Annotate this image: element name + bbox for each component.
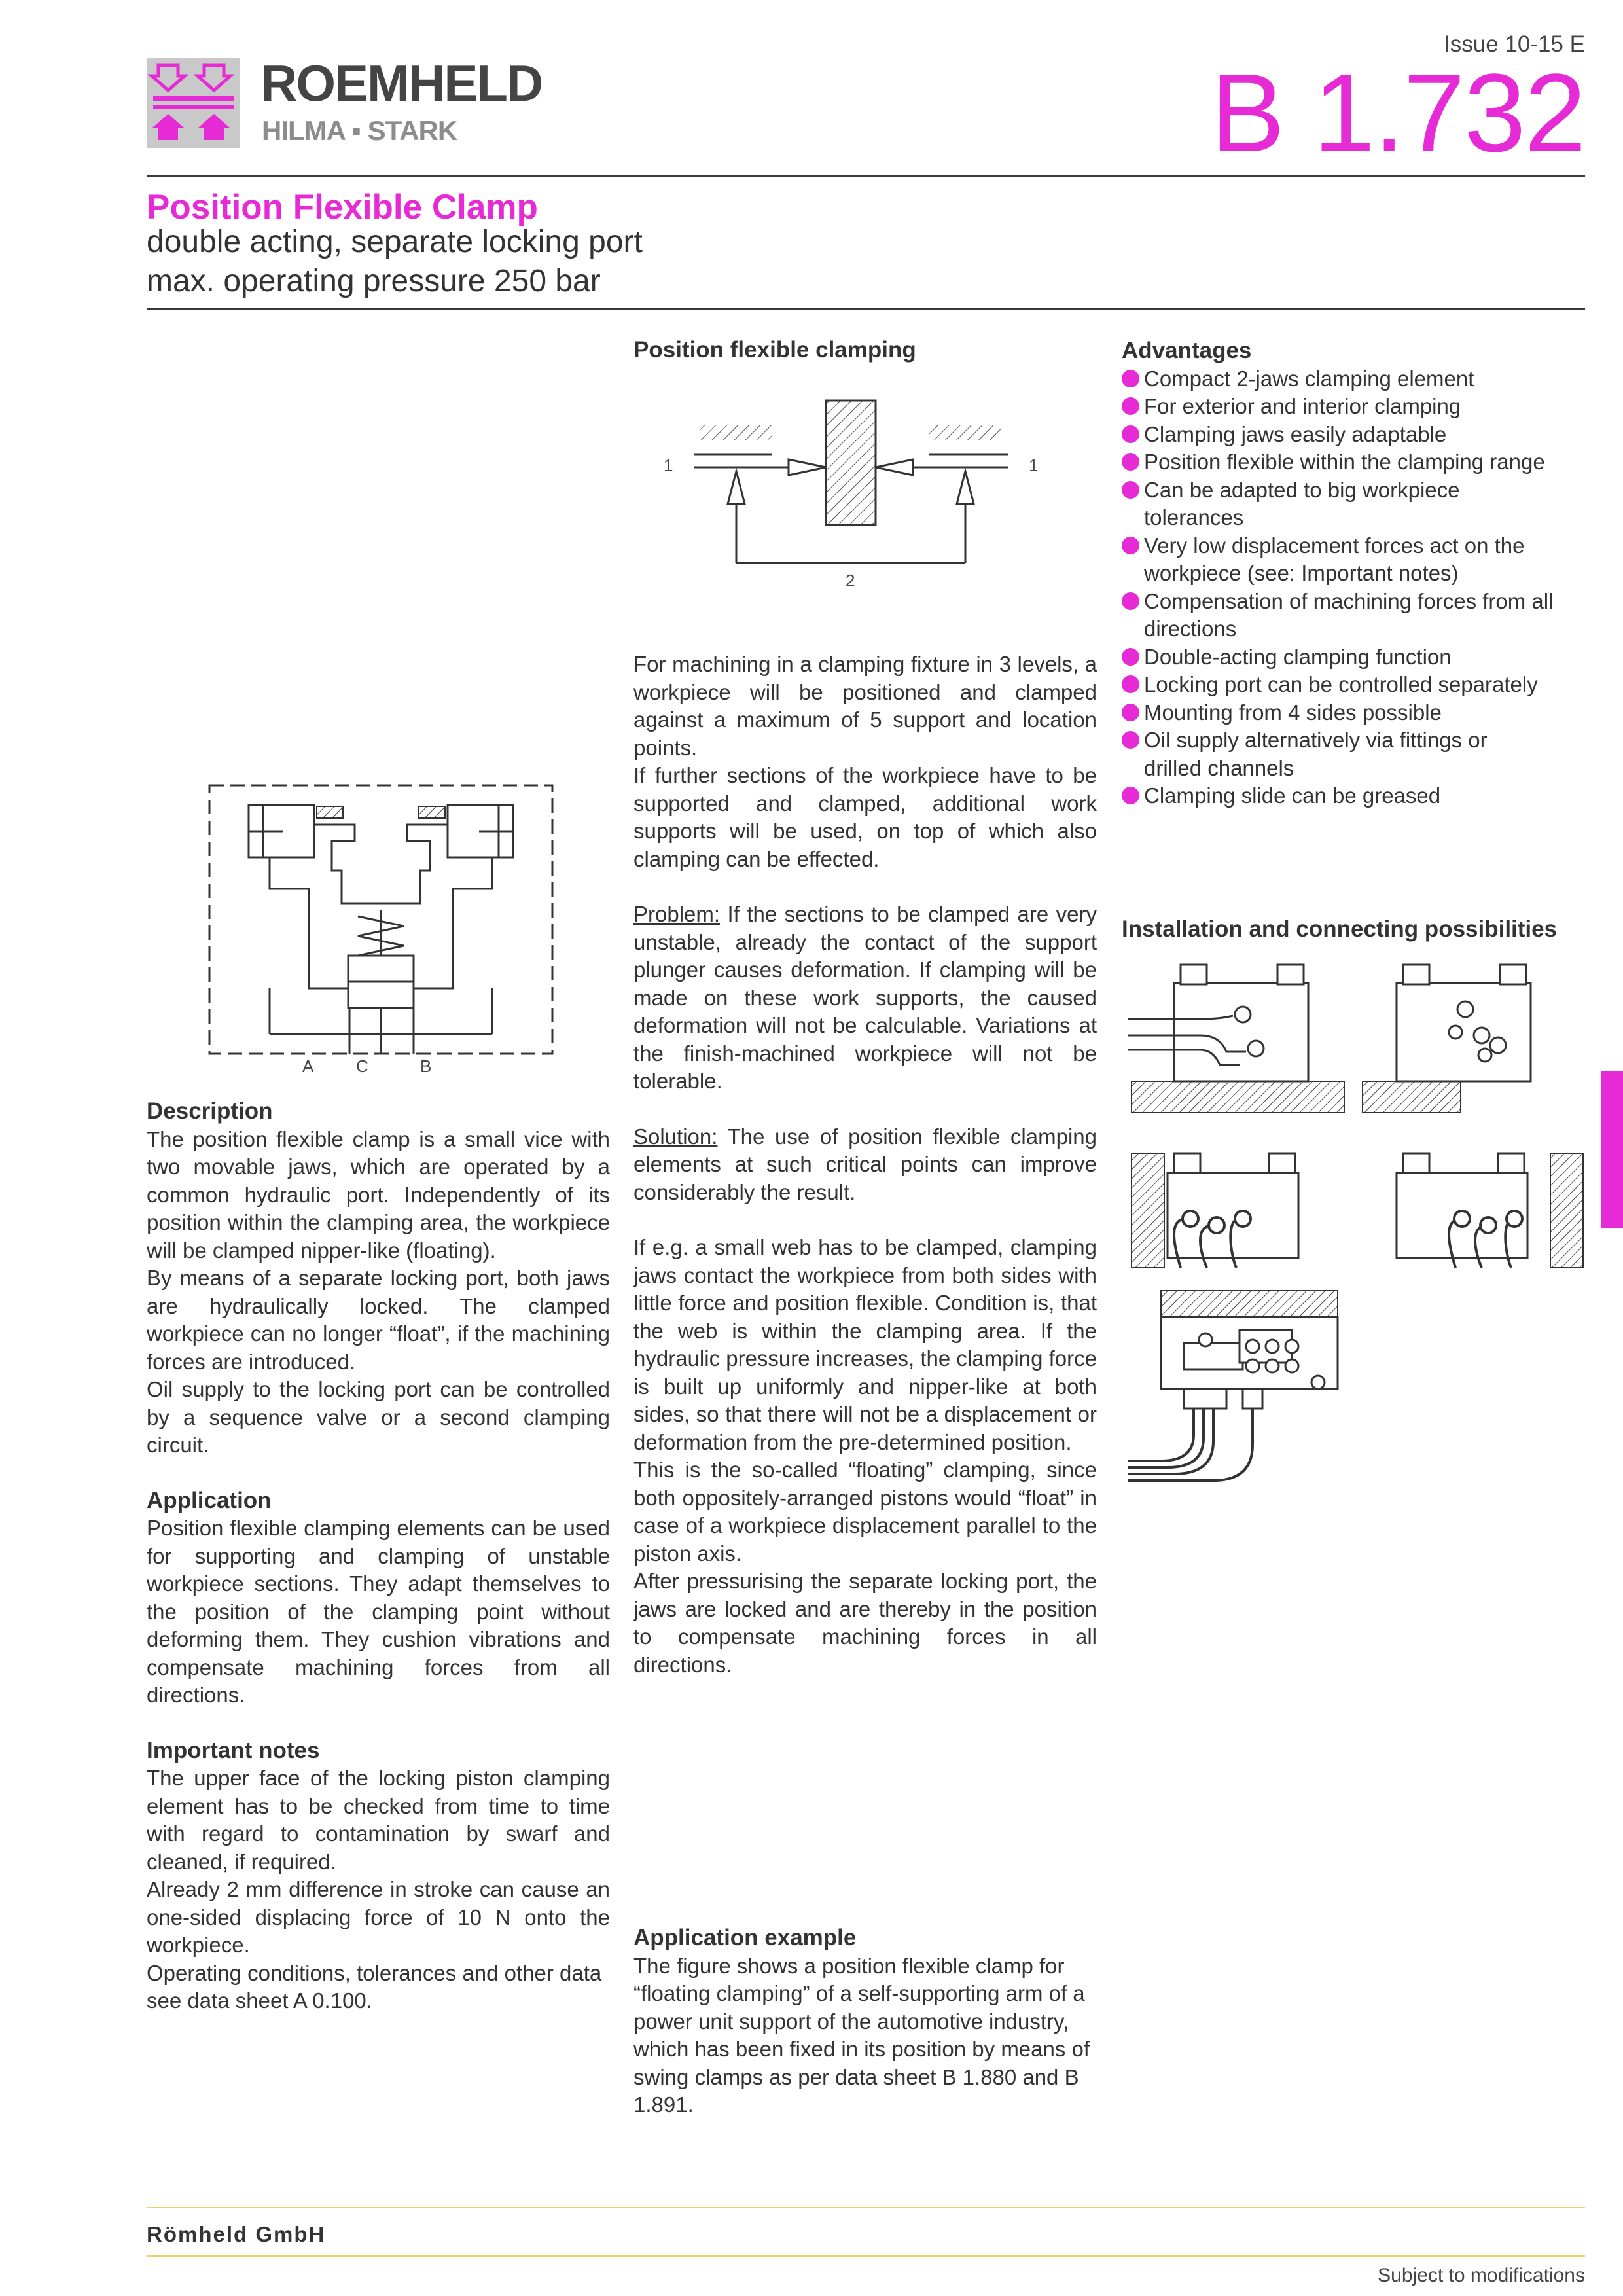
solution-paragraph bbox=[633, 1123, 1097, 1207]
solution-label: Solution: bbox=[633, 1124, 718, 1149]
port-b-label: B bbox=[420, 1056, 432, 1076]
port-1-left-label: 1 bbox=[664, 456, 673, 475]
description-text-1: The position flexible clamp is a small vice with two movable jaws, which are operated by a common hydraulic port. Independently of its position within the clamping area, the workpiece will be clamped nipper-like (floating). bbox=[147, 1126, 610, 1263]
description-text-3: Oil supply to the locking port can be controlled by a sequence valve or a second clamping circuit. bbox=[147, 1377, 610, 1457]
important-notes-text-3: Operating conditions, tolerances and other data see data sheet A 0.100. bbox=[147, 1960, 602, 2013]
clamping-text-6: This is the so-called “floating” clamping, since both oppositely-arranged pistons would “float” in case of a workpiece displacement parallel to the piston axis. bbox=[633, 1458, 1097, 1566]
advantages-section bbox=[1122, 337, 1580, 810]
footer-divider bbox=[147, 2207, 1585, 2208]
application-heading: Application bbox=[147, 1487, 272, 1513]
clamping-text-2: If further sections of the workpiece have to be supported and clamped, additional work supports will be used, on top of which also clamping can be effected. bbox=[633, 763, 1097, 871]
document-number: B 1.732 bbox=[1210, 51, 1585, 175]
important-notes-text-2: Already 2 mm difference in stroke can cause an one-sided displacing force of 10 N onto the workpiece. bbox=[147, 1877, 610, 1957]
footer-note: Subject to modifications bbox=[1378, 2265, 1585, 2286]
position-flexible-heading: Position flexible clamping bbox=[633, 337, 916, 363]
bullet-icon bbox=[1122, 537, 1139, 554]
advantage-item: Locking port can be controlled separately bbox=[1122, 671, 1580, 699]
bullet-icon bbox=[1122, 648, 1139, 666]
installation-view-1 bbox=[1128, 965, 1344, 1113]
advantage-item: Can be adapted to big workpiece tolerances bbox=[1122, 476, 1580, 532]
installation-view-4 bbox=[1397, 1153, 1583, 1268]
application-example bbox=[633, 1924, 1097, 2119]
bullet-icon bbox=[1122, 481, 1139, 499]
bullet-icon bbox=[1122, 425, 1139, 443]
bullet-icon bbox=[1122, 675, 1139, 693]
middle-column bbox=[633, 651, 1097, 1679]
section-tab-marker bbox=[1601, 1071, 1623, 1228]
product-subtitle-2: max. operating pressure 250 bar bbox=[147, 264, 601, 298]
important-notes-text-1: The upper face of the locking piston clamping element has to be checked from time to time with regard to contamination by swarf and cleaned, if required. bbox=[147, 1766, 610, 1874]
problem-text: If the sections to be clamped are very unstable, already the contact of the support plunger causes deformation. If clamping will be made on these work supports, the caused deformation will not be calculable. Variations at the finish-machined workpiece will not be tolerable. bbox=[633, 902, 1097, 1093]
advantage-item: Compact 2-jaws clamping element bbox=[1122, 365, 1580, 393]
advantage-item: Compensation of machining forces from all directions bbox=[1122, 588, 1580, 643]
advantage-item: Oil supply alternatively via fittings or drilled channels bbox=[1122, 726, 1580, 782]
advantages-list bbox=[1122, 365, 1580, 810]
bullet-icon bbox=[1122, 397, 1139, 415]
title-divider bbox=[147, 308, 1585, 310]
advantage-item: Clamping jaws easily adaptable bbox=[1122, 421, 1580, 449]
header-divider bbox=[147, 175, 1585, 177]
description-text-2: By means of a separate locking port, both jaws are hydraulically locked. The clamped workpiece can no longer “float”, if the machining forces are introduced. bbox=[147, 1266, 610, 1374]
hydraulic-schematic bbox=[204, 779, 558, 1080]
application-text: Position flexible clamping elements can be used for supporting and clamping of unstable workpiece sections. They adapt themselves to the position of the clamping point without deforming them. They cushion vibrations and compensate machining forces from all directions. bbox=[147, 1516, 610, 1707]
advantages-heading: Advantages bbox=[1122, 338, 1252, 363]
advantage-item: Mounting from 4 sides possible bbox=[1122, 699, 1580, 727]
footer-divider-bottom bbox=[147, 2255, 1585, 2257]
problem-paragraph bbox=[633, 901, 1097, 1096]
left-column bbox=[147, 1098, 610, 2015]
installation-view-2 bbox=[1363, 965, 1531, 1113]
installation-view-3 bbox=[1132, 1153, 1298, 1268]
problem-label: Problem: bbox=[633, 902, 721, 926]
application-example-text: The figure shows a position flexible clamp for “floating clamping” of a self-supporting arm of a power unit support of the automotive industry, which has been fixed in its position by means of swing clamps as per data sheet B 1.880 and B 1.891. bbox=[633, 1953, 1090, 2117]
application-example-heading: Application example bbox=[633, 1925, 857, 1950]
footer-company: Römheld GmbH bbox=[147, 2222, 326, 2246]
installation-heading: Installation and connecting possibilities bbox=[1122, 916, 1558, 942]
brand-subtitle: HILMA ▪ STARK bbox=[262, 115, 457, 146]
logo-arrows-icon bbox=[147, 58, 240, 148]
clamping-principle-diagram bbox=[654, 386, 1047, 596]
solution-text: The use of position flexible clamping elements at such critical points can improve considerably the result. bbox=[633, 1124, 1097, 1204]
product-title: Position Flexible Clamp bbox=[147, 188, 538, 226]
issue-label: Issue 10-15 E bbox=[1444, 31, 1585, 57]
installation-view-5 bbox=[1128, 1291, 1338, 1480]
product-subtitle-1: double acting, separate locking port bbox=[147, 224, 643, 259]
bullet-icon bbox=[1122, 592, 1139, 610]
advantage-item: For exterior and interior clamping bbox=[1122, 393, 1580, 421]
clamping-text-5: If e.g. a small web has to be clamped, clamping jaws contact the workpiece from both sides with little force and position flexible. Condition is, that the web is within the clamping area. If the hydraulic pressure increases, the clamping force is built up uniformly and nipper-like at both sides, so that there will not be a displacement or deformation from the pre-determined position. bbox=[633, 1235, 1097, 1454]
bullet-icon bbox=[1122, 453, 1139, 471]
port-c-label: C bbox=[356, 1056, 368, 1076]
description-heading: Description bbox=[147, 1098, 273, 1124]
port-2-label: 2 bbox=[846, 571, 855, 590]
advantage-item: Very low displacement forces act on the workpiece (see: Important notes) bbox=[1122, 532, 1580, 588]
port-1-right-label: 1 bbox=[1029, 456, 1039, 475]
bullet-icon bbox=[1122, 731, 1139, 749]
advantage-item: Clamping slide can be greased bbox=[1122, 782, 1580, 810]
bullet-icon bbox=[1122, 370, 1139, 387]
bullet-icon bbox=[1122, 787, 1139, 804]
clamping-text-7: After pressurising the separate locking port, the jaws are locked and are thereby in the position to compensate machining forces in all directions. bbox=[633, 1569, 1097, 1677]
port-a-label: A bbox=[302, 1056, 314, 1076]
installation-drawings bbox=[1122, 957, 1593, 1520]
advantage-item: Position flexible within the clamping range bbox=[1122, 448, 1580, 476]
brand-name: ROEMHELD bbox=[260, 54, 543, 112]
clamping-text-1: For machining in a clamping fixture in 3 levels, a workpiece will be positioned and clamped against a maximum of 5 support and location points. bbox=[633, 652, 1097, 760]
bullet-icon bbox=[1122, 704, 1139, 721]
important-notes-heading: Important notes bbox=[147, 1737, 320, 1763]
advantage-item: Double-acting clamping function bbox=[1122, 643, 1580, 672]
company-logo bbox=[147, 58, 240, 148]
